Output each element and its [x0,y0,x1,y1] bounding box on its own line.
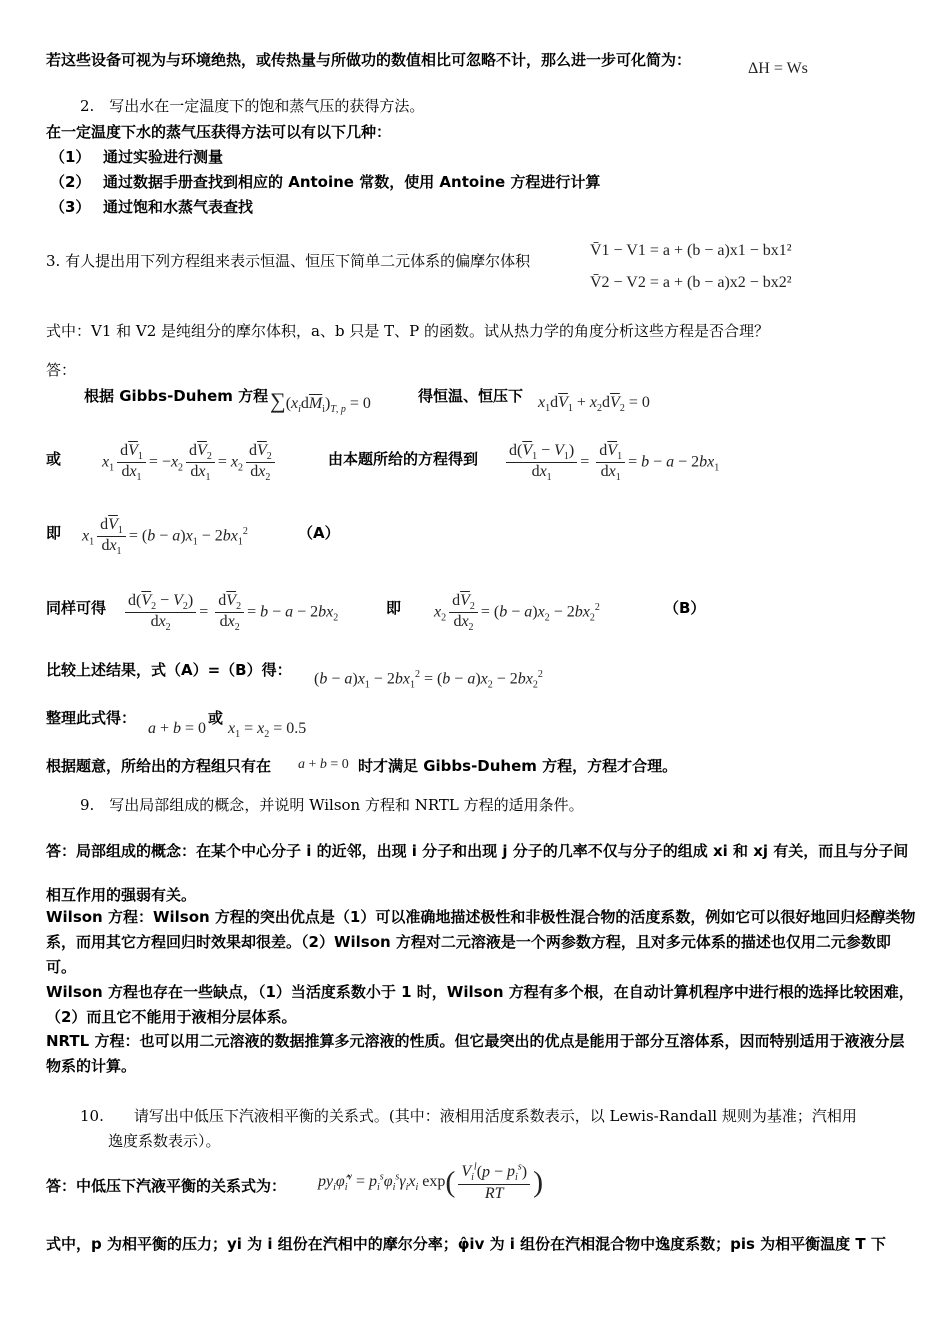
result-a-plus-b: a + b = 0 [148,720,207,737]
q2-item-3-num: （3） [50,198,91,216]
q2-lead: 在一定温度下水的蒸气压获得方法可以有以下几种： [46,123,392,141]
q10-answer: 答：中低压下汽液平衡的关系式为： [46,1177,287,1195]
q3-or-label: 或 [46,450,62,468]
q9-paragraph-4: NRTL 方程：也可以用二元溶液的数据推算多元溶液的性质。但它最突出的优点是能用于部分互溶体系，因而特别适用于液液分层物系的计算。 [46,1032,905,1075]
q3-equation-1: V̄1 − V1 = a + (b − a)x1 − bx1² [590,242,792,259]
equation-a: $x_1$ $\frac{d\overline{V}_1}{dx_1}$ = $(b - a)x_1 - 2bx_1^2$ [82,516,248,558]
q3-conclusion-pre: 根据题意，所给出的方程组只有在 [46,757,272,775]
q10-title-line-2: 逸度系数表示）。 [108,1132,221,1150]
intro-equation: ΔH = Ws [748,60,808,77]
q2-title: 2. 写出水在一定温度下的饱和蒸气压的获得方法。 [80,97,425,115]
intro-text: 若这些设备可视为与环境绝热，或传热量与所做功的数值相比可忽略不计，那么进一步可化简为： [46,51,692,69]
condition-a-plus-b: a + b = 0 [298,757,349,772]
q3-simplify-or: 或 [208,709,224,727]
derivative-component-2: $\frac{d(\overline{V}_2 - V_2)}{dx_2}$ = $\frac{d\overline{V}_2}{dx_2}$ = $b - a - 2bx_2$ [122,592,338,633]
q3-note: 式中：V1 和 V2 是纯组分的摩尔体积，a、b 只是 T、P 的函数。试从热力学的角度分析这些方程是否合理？ [46,322,770,340]
q9-paragraph-1: 答：局部组成的概念：在某个中心分子 i 的近邻，出现 i 分子和出现 j 分子的几率不仅与分子的组成 xi 和 xj 有关，而且与分子间相互作用的强弱有关。 [46,842,909,904]
equation-a-equals-b: $(b - a)x_1 - 2bx_1^2 = (b - a)x_2 - 2bx_2^2$ [314,669,543,691]
q3-same-label: 同样可得 [46,599,107,617]
q2-item-3-text: 通过饱和水蒸气表查找 [103,198,254,216]
result-x-half: $x_1 = x_2 = 0.5$ [228,720,307,741]
q10-last-line: 式中，p 为相平衡的压力；yi 为 i 组份在汽相中的摩尔分率；φ̂iv 为 i 组份在汽相混合物中逸度系数；pis 为相平衡温度 T 下 [46,1235,886,1253]
derivative-given: $\frac{d(\overline{V}_1 - V_1)}{dx_1}$ = $\frac{d\overline{V}_1}{dx_1}$ = $b - a - 2bx_1$ [503,442,719,483]
q3-tag-b: （B） [664,599,706,617]
q10-title-line-1: 10. 请写出中低压下汽液相平衡的关系式。(其中：液相用活度系数表示，以 Lewis-Randall 规则为基准；汽相用 [80,1107,857,1125]
q3-ji-label: 即 [46,524,62,542]
q2-item-1-num: （1） [50,148,91,166]
derivative-relation: $x_1$ $\frac{d\overline{V}_1}{dx_1}$ = $-x_2$ $\frac{d\overline{V}_2}{dx_1}$ = $x_2$ $\frac{d\overline{V}_2}{dx_2}$ [102,442,278,483]
q9-paragraph-3: Wilson 方程也存在一些缺点，（1）当活度系数小于 1 时，Wilson 方程有多个根，在自动计算机程序中进行根的选择比较困难，（2）而且它不能用于液相分层体系。 [46,983,914,1026]
q3-gd-mid: 得恒温、恒压下 [418,387,524,405]
q2-item-2-num: （2） [50,173,91,191]
q9-title: 9. 写出局部组成的概念，并说明 Wilson 方程和 NRTL 方程的适用条件。 [80,796,584,814]
q3-conclusion-post: 时才满足 Gibbs-Duhem 方程，方程才合理。 [358,757,678,775]
q2-item-1-text: 通过实验进行测量 [103,148,224,166]
gibbs-duhem-binary: $x_1d\overline{V}_1 + x_2d\overline{V}_2 = 0$ [538,394,650,415]
q3-tag-a: （A） [298,524,340,542]
q3-title: 3. 有人提出用下列方程组来表示恒温、恒压下简单二元体系的偏摩尔体积 [46,252,531,270]
q3-answer-label: 答： [46,361,77,379]
gibbs-duhem-sum: $\sum(x_id\overline{M}_i)_{T, p} = 0$ [270,388,371,416]
q3-simplify: 整理此式得： [46,709,137,727]
vle-equation: $py_i\varphî_i^v = p_i^s\varphi_i^s\gamma_ix_i$ exp( $\frac{V_i^l(p - p_i^s)}{RT}$ ) [318,1162,544,1202]
q2-item-2-text: 通过数据手册查找到相应的 Antoine 常数，使用 Antoine 方程进行计算 [103,173,601,191]
q9-paragraph-2: Wilson 方程：Wilson 方程的突出优点是（1）可以准确地描述极性和非极性混合物的活度系数，例如它可以很好地回归烃醇类物系，而用其它方程回归时效果却很差。（2）Wilson 方程对二元溶液是一个两参数方程，且对多元体系的描述也仅用二元参数即可。 [46,908,916,976]
q3-equation-2: V̄2 − V2 = a + (b − a)x2 − bx2² [590,274,792,291]
q3-compare: 比较上述结果，式（A）=（B）得： [46,661,292,679]
q3-gd-lead: 根据 Gibbs-Duhem 方程 [84,387,269,405]
q3-ji-label-2: 即 [386,599,402,617]
equation-b: $x_2$ $\frac{d\overline{V}_2}{dx_2}$ = $(b - a)x_2 - 2bx_2^2$ [434,592,600,634]
q3-from-given: 由本题所给的方程得到 [328,450,479,468]
